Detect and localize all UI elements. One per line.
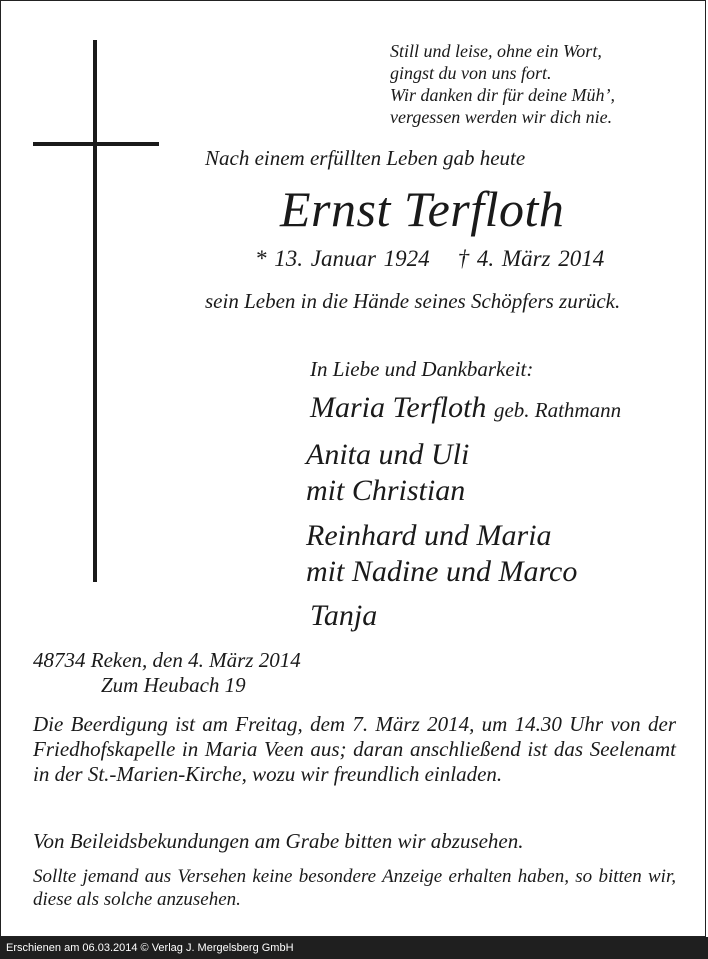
- cross-icon-horizontal: [33, 142, 159, 146]
- notice-note: Sollte jemand aus Versehen keine besondere Anzeige erhalten haben, so bitten wir, diese als solche anzusehen.: [33, 866, 676, 910]
- family-group-anita: [306, 437, 469, 509]
- poem-line: Wir danken dir für deine Müh’,: [390, 85, 615, 105]
- family-line: Anita und Uli: [306, 438, 470, 471]
- birth-date: * 13. Januar 1924: [255, 246, 430, 271]
- publication-footer: Erschienen am 06.03.2014 © Verlag J. Mergelsberg GmbH: [0, 937, 708, 959]
- poem-line: vergessen werden wir dich nie.: [390, 107, 613, 127]
- widow-name: Maria Terfloth: [310, 391, 487, 424]
- poem-line: gingst du von uns fort.: [390, 63, 552, 83]
- life-dates: [255, 246, 604, 272]
- family-group-reinhard: [306, 518, 577, 590]
- place-date: [33, 648, 301, 698]
- dedication: In Liebe und Dankbarkeit:: [310, 357, 534, 381]
- deceased-name: Ernst Terfloth: [280, 181, 565, 237]
- condolence-note: Von Beileidsbekundungen am Grabe bitten wir abzusehen.: [33, 829, 524, 853]
- family-widow: [310, 390, 621, 428]
- intro-text: Nach einem erfüllten Leben gab heute: [205, 146, 526, 170]
- widow-maiden-name: geb. Rathmann: [493, 398, 622, 422]
- poem-line: Still und leise, ohne ein Wort,: [390, 41, 602, 61]
- cross-icon-vertical: [93, 40, 97, 582]
- death-date: † 4. März 2014: [457, 246, 605, 271]
- family-line: mit Christian: [306, 474, 466, 507]
- poem: [390, 40, 615, 128]
- family-tanja: Tanja: [310, 599, 378, 632]
- burial-info: Die Beerdigung ist am Freitag, dem 7. März 2014, um 14.30 Uhr von der Friedhofskapelle in Maria Veen aus; daran anschließend ist das Seelenamt in der St.-Marien-Kirche, wozu wir freundlich einladen.: [33, 712, 676, 786]
- family-line: mit Nadine und Marco: [306, 555, 578, 588]
- place-line: 48734 Reken, den 4. März 2014: [33, 648, 301, 672]
- leben-text: sein Leben in die Hände seines Schöpfers zurück.: [205, 289, 621, 313]
- street-line: Zum Heubach 19: [101, 673, 246, 697]
- family-line: Reinhard und Maria: [306, 519, 552, 552]
